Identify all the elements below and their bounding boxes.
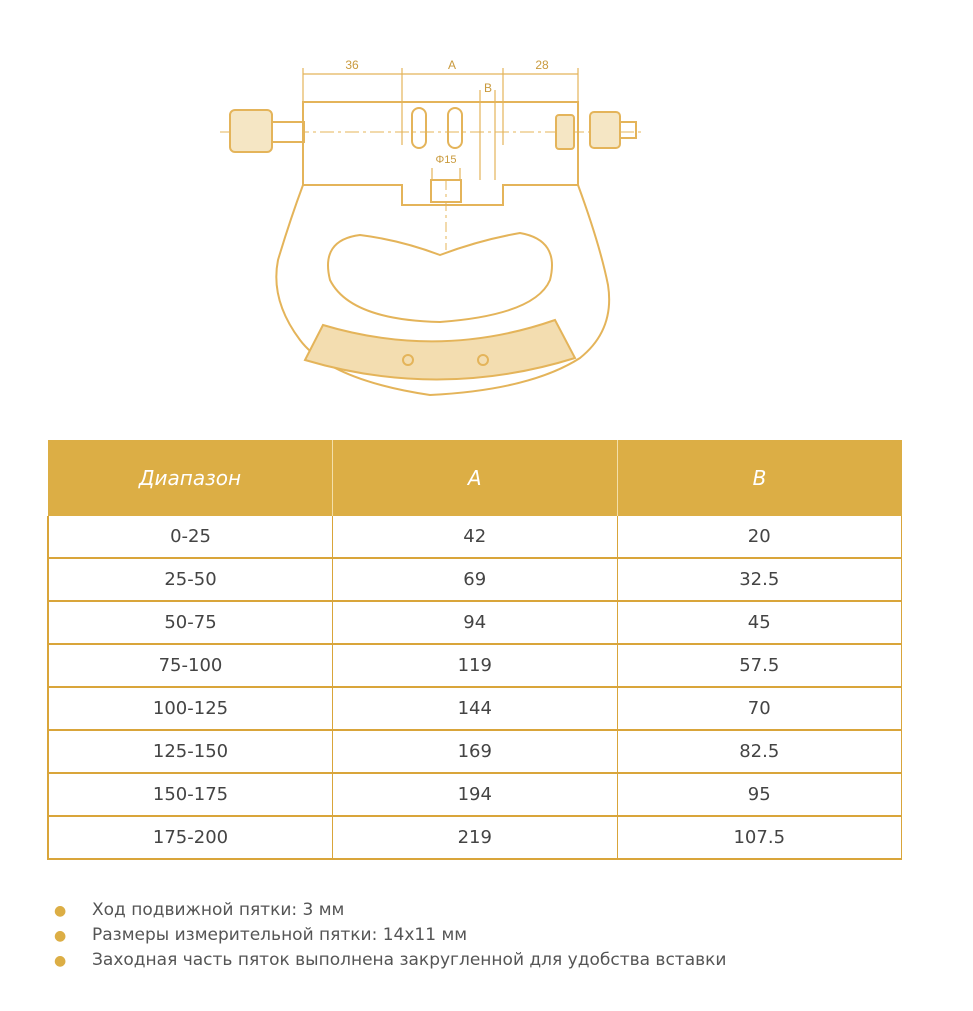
table-header-row <box>48 440 902 516</box>
notes-list <box>50 898 726 973</box>
cell-b: 45 <box>617 601 902 644</box>
cell-range: 25-50 <box>48 558 333 601</box>
note-text: Заходная часть пяток выполнена закругленной для удобства вставки <box>92 950 727 970</box>
table-row <box>48 687 902 730</box>
header-range: Диапазон <box>48 440 333 516</box>
bullet-icon: ● <box>54 928 67 944</box>
cell-a: 119 <box>333 644 618 687</box>
frame-inner <box>328 233 552 322</box>
micrometer-svg <box>200 40 680 410</box>
list-item <box>50 948 726 973</box>
dim-b-label: B <box>483 81 493 95</box>
range-table <box>47 440 902 860</box>
anvil-right <box>448 108 462 148</box>
table-row <box>48 644 902 687</box>
dim-diameter-label: Φ15 <box>435 154 457 166</box>
cell-a: 219 <box>333 816 618 859</box>
cell-range: 125-150 <box>48 730 333 773</box>
cell-range: 50-75 <box>48 601 333 644</box>
bullet-icon: ● <box>54 953 67 969</box>
header-a: A <box>333 440 618 516</box>
table-row <box>48 816 902 859</box>
dim-right-label: 28 <box>535 58 549 72</box>
cell-a: 144 <box>333 687 618 730</box>
cell-range: 150-175 <box>48 773 333 816</box>
cell-b: 20 <box>617 516 902 558</box>
cell-b: 95 <box>617 773 902 816</box>
list-item <box>50 898 726 923</box>
anvil-left <box>412 108 426 148</box>
left-knob <box>230 110 272 152</box>
cell-a: 42 <box>333 516 618 558</box>
table-row <box>48 730 902 773</box>
cell-range: 75-100 <box>48 644 333 687</box>
dim-middle-label: A <box>447 58 457 72</box>
table-row <box>48 516 902 558</box>
cell-range: 175-200 <box>48 816 333 859</box>
cell-b: 82.5 <box>617 730 902 773</box>
right-knob <box>590 112 620 148</box>
list-item <box>50 923 726 948</box>
cell-b: 107.5 <box>617 816 902 859</box>
header-b: B <box>617 440 902 516</box>
cell-a: 69 <box>333 558 618 601</box>
micrometer-drawing <box>200 40 680 410</box>
cell-a: 169 <box>333 730 618 773</box>
dim-left-label: 36 <box>345 58 359 72</box>
bullet-icon: ● <box>54 903 67 919</box>
cell-b: 57.5 <box>617 644 902 687</box>
cell-b: 70 <box>617 687 902 730</box>
frame-grip <box>305 320 575 380</box>
cell-a: 94 <box>333 601 618 644</box>
note-text: Ход подвижной пятки: 3 мм <box>92 900 345 920</box>
table-row <box>48 558 902 601</box>
note-text: Размеры измерительной пятки: 14х11 мм <box>92 925 468 945</box>
table-row <box>48 773 902 816</box>
cell-b: 32.5 <box>617 558 902 601</box>
cell-range: 100-125 <box>48 687 333 730</box>
table-row <box>48 601 902 644</box>
cell-a: 194 <box>333 773 618 816</box>
cell-range: 0-25 <box>48 516 333 558</box>
